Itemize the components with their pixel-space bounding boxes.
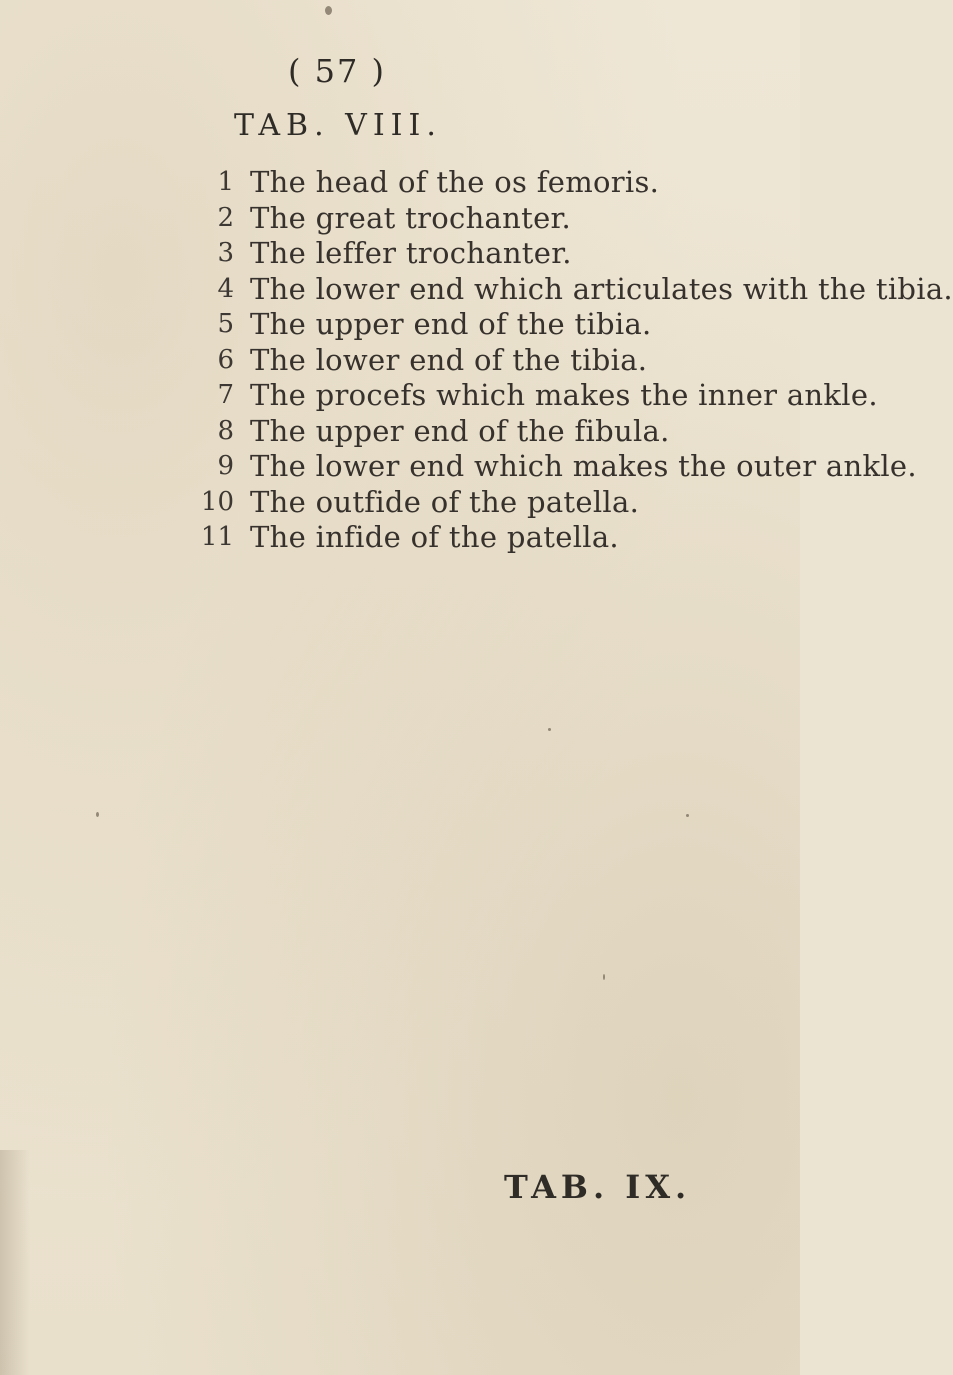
legend-item-number: 7 bbox=[217, 380, 234, 410]
legend-item-number: 3 bbox=[217, 238, 234, 268]
ink-speck bbox=[96, 812, 99, 817]
legend-item-text: The upper end of the fibula. bbox=[250, 413, 670, 448]
page-edge-shadow bbox=[0, 1150, 30, 1375]
legend-item bbox=[0, 271, 953, 308]
legend-item bbox=[0, 485, 800, 521]
legend-item bbox=[0, 414, 800, 450]
ink-speck bbox=[548, 728, 551, 731]
legend-item-number: 6 bbox=[217, 344, 234, 375]
legend-item-number: 10 bbox=[200, 486, 234, 517]
ink-speck bbox=[325, 6, 332, 15]
ink-speck bbox=[603, 974, 605, 980]
legend-list bbox=[0, 165, 953, 556]
legend-item bbox=[0, 520, 800, 556]
legend-item bbox=[0, 307, 800, 343]
legend-item bbox=[0, 343, 800, 379]
legend-item-text: The lower end which makes the outer ankle. bbox=[250, 449, 917, 483]
legend-item-text: The head of the os femoris. bbox=[250, 165, 660, 199]
legend-item bbox=[0, 236, 800, 272]
legend-item bbox=[0, 165, 800, 201]
ink-speck bbox=[686, 814, 689, 817]
legend-item-number: 11 bbox=[200, 522, 234, 552]
legend-item-text: The lower end of the tibia. bbox=[250, 342, 648, 377]
legend-item-number: 1 bbox=[217, 167, 234, 197]
legend-item-number: 9 bbox=[217, 451, 234, 481]
legend-item-text: The lower end which articulates with the tibia. bbox=[250, 271, 953, 306]
legend-item bbox=[0, 378, 878, 414]
legend-item-number: 8 bbox=[217, 415, 234, 446]
legend-item-number: 2 bbox=[217, 202, 234, 233]
legend-item-text: The leffer trochanter. bbox=[250, 236, 572, 270]
legend-item-text: The outfide of the patella. bbox=[250, 484, 640, 519]
legend-item-number: 5 bbox=[217, 309, 234, 339]
legend-item bbox=[0, 201, 800, 237]
legend-item bbox=[0, 449, 917, 485]
legend-item-number: 4 bbox=[217, 273, 234, 304]
next-table-heading: TAB. IX. bbox=[504, 1168, 692, 1206]
page-number: ( 57 ) bbox=[288, 52, 387, 90]
legend-item-text: The great trochanter. bbox=[250, 200, 572, 235]
legend-item-text: The procefs which makes the inner ankle. bbox=[250, 378, 878, 412]
table-title: TAB. VIII. bbox=[234, 108, 442, 143]
legend-item-text: The upper end of the tibia. bbox=[250, 307, 652, 341]
legend-item-text: The infide of the patella. bbox=[250, 520, 619, 554]
